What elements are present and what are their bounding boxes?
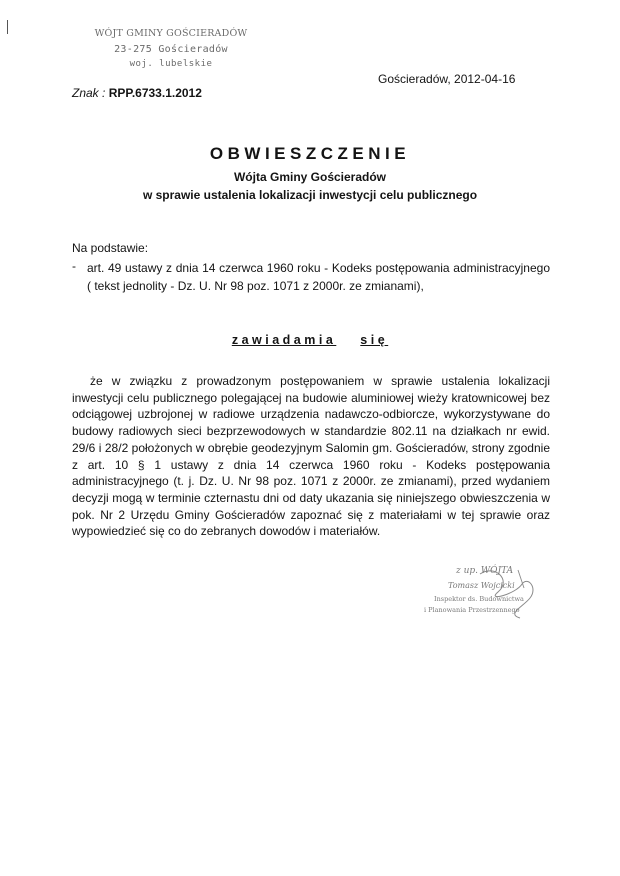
announcement-body: że w związku z prowadzonym postępowaniem w sprawie ustalenia lokalizacji inwestycji celu publicznego polegającej na budowie aluminiowej wieży kratownicowej bez odciągowej uzbrojonej w radiowe urządzenia nadawczo-odbiorcze, wykorzystywane do budowy radiowych sieci bezprzewodowych w standardzie 802.11 na działkach nr ewid. 29/6 i 28/2 położonych w obrębie geodezyjnym Salomin gm. Gościeradów, strony zgodnie z art. 10 § 1 ustawy z dnia 14 czerwca 1960 roku - Kodeks postępowania administracyjnego (t. j. Dz. U. Nr 98 poz. 1071 z 2000r. ze zmianami), przed wydaniem decyzji mogą w terminie czternastu dni od daty ukazania się niniejszego obwieszczenia w pok. Nr 2 Urzędu Gminy Gościeradów zapoznać się z materiałami w tej sprawie oraz wypowiedzieć się co do zebranych dowodów i materiałów. — [72, 374, 550, 539]
legal-basis-heading: Na podstawie: — [72, 241, 149, 255]
signature-line-2: Tomasz Wojcicki — [448, 581, 515, 590]
reference-label: Znak : — [72, 86, 106, 100]
announcement-heading — [0, 333, 620, 347]
signature-stamp — [420, 566, 570, 626]
stamp-line-3: woj. lubelskie — [129, 59, 213, 69]
stamp-line-1: WÓJT GMINY GOŚCIERADÓW — [94, 28, 248, 39]
announcement-word-1: zawiadamia — [231, 333, 337, 347]
legal-basis-bullet: - — [72, 259, 76, 273]
reference-number — [72, 86, 202, 100]
subtitle-issuer: Wójta Gminy Gościeradów — [233, 170, 387, 184]
stamp-line-2: 23-275 Gościeradów — [114, 44, 228, 55]
legal-basis-item: art. 49 ustawy z dnia 14 czerwca 1960 roku - Kodeks postępowania administracyjnego ( tekst jednolity - Dz. U. Nr 98 poz. 1071 z 2000r. ze zmianami), — [87, 261, 550, 294]
signature-line-1: z up. WÓJTA — [456, 566, 514, 576]
signature-line-4: i Planowania Przestrzennego — [424, 606, 520, 614]
scan-corner-mark — [7, 20, 8, 34]
announcement-word-2: się — [360, 333, 389, 347]
place-and-date: Gościeradów, 2012-04-16 — [378, 72, 516, 86]
reference-value: RPP.6733.1.2012 — [108, 86, 202, 100]
subtitle-subject: w sprawie ustalenia lokalizacji inwestycji celu publicznego — [142, 188, 478, 202]
document-title: OBWIESZCZENIE — [209, 144, 411, 163]
signature-line-3: Inspektor ds. Budownictwa — [434, 595, 524, 603]
office-stamp — [76, 28, 266, 69]
